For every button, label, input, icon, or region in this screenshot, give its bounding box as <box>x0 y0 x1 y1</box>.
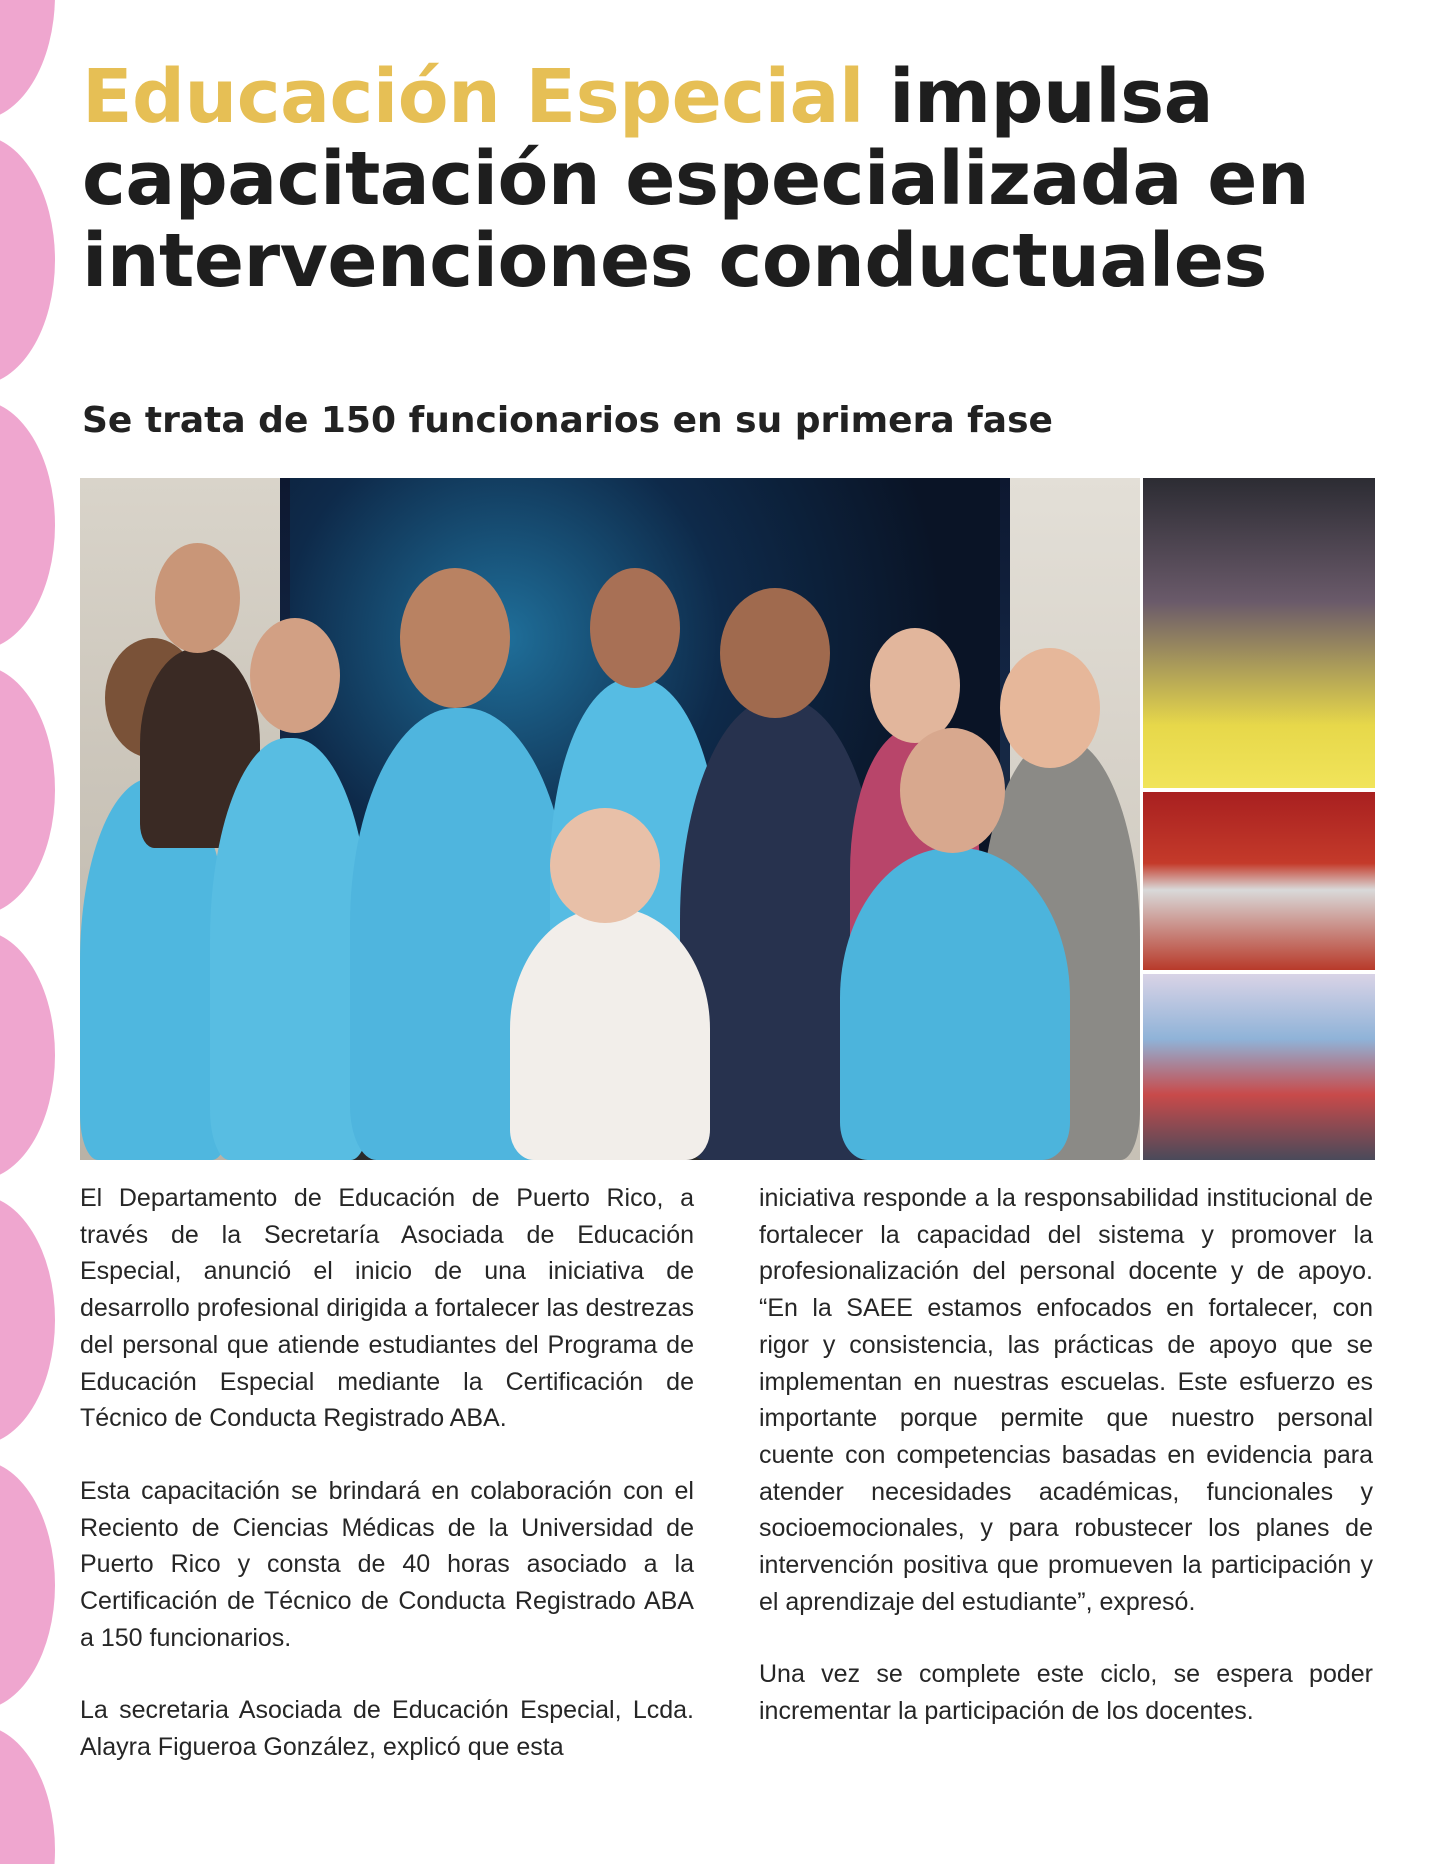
group-photo <box>80 478 1140 1160</box>
body-column-left <box>80 1180 694 1766</box>
article-subheading: Se trata de 150 funcionarios en su primera fase <box>82 400 1053 441</box>
body-column-right <box>759 1180 1373 1766</box>
paragraph: El Departamento de Educación de Puerto Rico, a través de la Secretaría Asociada de Educación Especial, anunció el inicio de una iniciativa de desarrollo profesional dirigida a fortalecer las destrezas del personal que atiende estudiantes del Programa de Educación Especial mediante la Certificación de Técnico de Conducta Registrado ABA. <box>80 1184 694 1433</box>
classroom-activity-photo <box>1143 478 1375 788</box>
paragraph: iniciativa responde a la responsabilidad institucional de fortalecer la capacidad del sistema y promover la profesionalización del personal docente y de apoyo. “En la SAEE estamos enfocados en fortalecer, con rigor y consistencia, las prácticas de apoyo que se implementan en nuestras escuelas. Este esfuerzo es importante porque permite que nuestro personal cuente con competencias basadas en evidencia para atender necesidades académicas, funcionales y socioemocionales, y para robustecer los planes de intervención positiva que promueven la participación y el aprendizaje del estudiante”, expresó. <box>759 1184 1373 1616</box>
headline-accent: Educación Especial <box>82 54 864 140</box>
article-headline <box>82 56 1362 302</box>
paragraph: Una vez se complete este ciclo, se espera poder incrementar la participación de los docentes. <box>759 1660 1373 1726</box>
gym-activity-photo <box>1143 792 1375 970</box>
pink-scalloped-border <box>0 0 60 1864</box>
event-crowd-photo <box>1143 974 1375 1160</box>
paragraph: La secretaria Asociada de Educación Especial, Lcda. Alayra Figueroa González, explicó que esta <box>80 1696 694 1762</box>
headline-rest: impulsa capacitación especializada en intervenciones conductuales <box>82 54 1310 304</box>
article-body <box>80 1180 1376 1800</box>
paragraph: Esta capacitación se brindará en colaboración con el Reciento de Ciencias Médicas de la Universidad de Puerto Rico y consta de 40 horas asociado a la Certificación de Técnico de Conducta Registrado ABA a 150 funcionarios. <box>80 1476 694 1652</box>
